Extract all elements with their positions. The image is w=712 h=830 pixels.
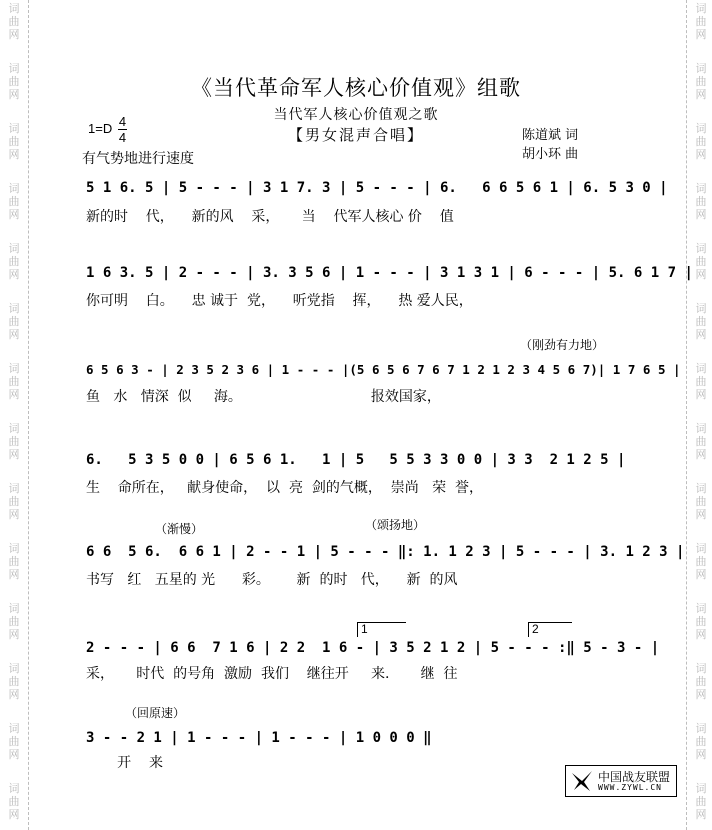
watermark-text: 词 曲 网 bbox=[8, 62, 20, 101]
watermark-text: 词 曲 网 bbox=[695, 722, 707, 761]
volta-2: 2 bbox=[528, 622, 572, 637]
watermark-text: 词 曲 网 bbox=[8, 122, 20, 161]
score-row-5-notes: 6 6 5 6. 6 6 1 | 2 - - 1 | 5 - - - ‖: 1. 1 2 3 | 5 - - - | 3. 1 2 3 | bbox=[86, 544, 685, 560]
expression-songyang: （颂扬地） bbox=[365, 518, 426, 532]
watermark-text: 词 曲 网 bbox=[695, 2, 707, 41]
score-row-6-notes: 2 - - - | 6 6 7 1 6 | 2 2 1 6 - | 3 5 2 1 2 | 5 - - - :‖ 5 - 3 - | bbox=[86, 640, 660, 656]
score-row-2-lyrics: 你可明 白。 忠 诚于 党， 听党指 挥， 热 爱人民， bbox=[86, 293, 473, 309]
credits bbox=[522, 126, 578, 164]
watermark-text: 词 曲 网 bbox=[8, 2, 20, 41]
watermark-text: 词 曲 网 bbox=[695, 242, 707, 281]
expression-huiyuansu: （回原速） bbox=[125, 706, 186, 720]
watermark-text: 词 曲 网 bbox=[695, 542, 707, 581]
watermark-text: 词 曲 网 bbox=[695, 62, 707, 101]
lyricist: 陈道斌 词 bbox=[522, 128, 579, 143]
watermark-text: 词 曲 网 bbox=[8, 662, 20, 701]
score-row-3-lyrics: 鱼 水 情深 似 海。 报效国家， bbox=[86, 389, 441, 405]
composer: 胡小环 曲 bbox=[522, 147, 579, 162]
time-signature-top: 4 bbox=[118, 114, 127, 129]
watermark-text: 词 曲 网 bbox=[8, 422, 20, 461]
watermark-text: 词 曲 网 bbox=[695, 782, 707, 821]
song-title: 《当代革命军人核心价值观》组歌 bbox=[191, 76, 521, 100]
zywl-logo bbox=[565, 765, 677, 797]
watermark-text: 词 曲 网 bbox=[8, 782, 20, 821]
watermark-text: 词 曲 网 bbox=[8, 482, 20, 521]
watermark-text: 词 曲 网 bbox=[695, 662, 707, 701]
watermark-text: 词 曲 网 bbox=[8, 602, 20, 641]
watermark-text: 词 曲 网 bbox=[8, 302, 20, 341]
watermark-text: 词 曲 网 bbox=[8, 362, 20, 401]
watermark-text: 词 曲 网 bbox=[695, 122, 707, 161]
watermark-text: 词 曲 网 bbox=[8, 542, 20, 581]
score-row-7-lyrics: 开 来 bbox=[86, 755, 163, 771]
song-subtitle: 当代军人核心价值观之歌 bbox=[273, 107, 439, 123]
logo-name: 中国战友联盟 bbox=[598, 770, 671, 784]
watermark-text: 词 曲 网 bbox=[8, 182, 20, 221]
star-icon bbox=[570, 769, 594, 793]
performance-type: 【男女混声合唱】 bbox=[287, 126, 424, 144]
score-row-1-lyrics: 新的时 代， 新的风 采， 当 代军人核心 价 值 bbox=[86, 209, 454, 225]
watermark-text: 词 曲 网 bbox=[695, 602, 707, 641]
expression-jianman: （渐慢） bbox=[155, 522, 204, 536]
watermark-text: 词 曲 网 bbox=[695, 362, 707, 401]
watermark-text: 词 曲 网 bbox=[8, 242, 20, 281]
score-row-1-notes: 5 1 6. 5 | 5 - - - | 3 1 7. 3 | 5 - - - | 6. 6 6 5 6 1 | 6. 5 3 0 | bbox=[86, 180, 668, 196]
watermark-text: 词 曲 网 bbox=[695, 482, 707, 521]
tempo-marking: 有气势地进行速度 bbox=[82, 151, 194, 167]
score-row-4-lyrics: 生 命所在， 献身使命， 以 亮 剑的气概， 崇尚 荣 誉， bbox=[86, 480, 484, 496]
score-row-3-notes: 6 5 6 3 - | 2 3 5 2 3 6 | 1 - - - |(5 6 5 6 7 6 7 1 2 1 2 3 4 5 6 7)| 1 7 6 5 | bbox=[86, 362, 681, 377]
score-row-6-lyrics: 采， 时代 的号角 激励 我们 继往开 来. 继 往 bbox=[86, 666, 458, 682]
watermark-text: 词 曲 网 bbox=[695, 182, 707, 221]
score-row-2-notes: 1 6 3. 5 | 2 - - - | 3. 3 5 6 | 1 - - - | 3 1 3 1 | 6 - - - | 5. 6 1 7 | bbox=[86, 265, 693, 281]
watermark-text: 词 曲 网 bbox=[8, 722, 20, 761]
time-signature bbox=[118, 114, 127, 145]
watermark-text: 词 曲 网 bbox=[695, 422, 707, 461]
expression-gangjin: （刚劲有力地） bbox=[520, 338, 605, 352]
score-row-7-notes: 3 - - 2 1 | 1 - - - | 1 - - - | 1 0 0 0 ‖ bbox=[86, 730, 432, 746]
time-signature-bottom: 4 bbox=[118, 130, 127, 145]
score-row-4-notes: 6. 5 3 5 0 0 | 6 5 6 1. 1 | 5 5 5 3 3 0 0 | 3 3 2 1 2 5 | bbox=[86, 452, 626, 468]
key-signature: 1=D bbox=[88, 121, 113, 136]
watermark-text: 词 曲 网 bbox=[695, 302, 707, 341]
logo-url: WWW.ZYWL.CN bbox=[598, 783, 662, 792]
score-row-5-lyrics: 书写 红 五星的 光 彩。 新 的时 代， 新 的风 bbox=[86, 572, 458, 588]
volta-1: 1 bbox=[357, 622, 406, 637]
